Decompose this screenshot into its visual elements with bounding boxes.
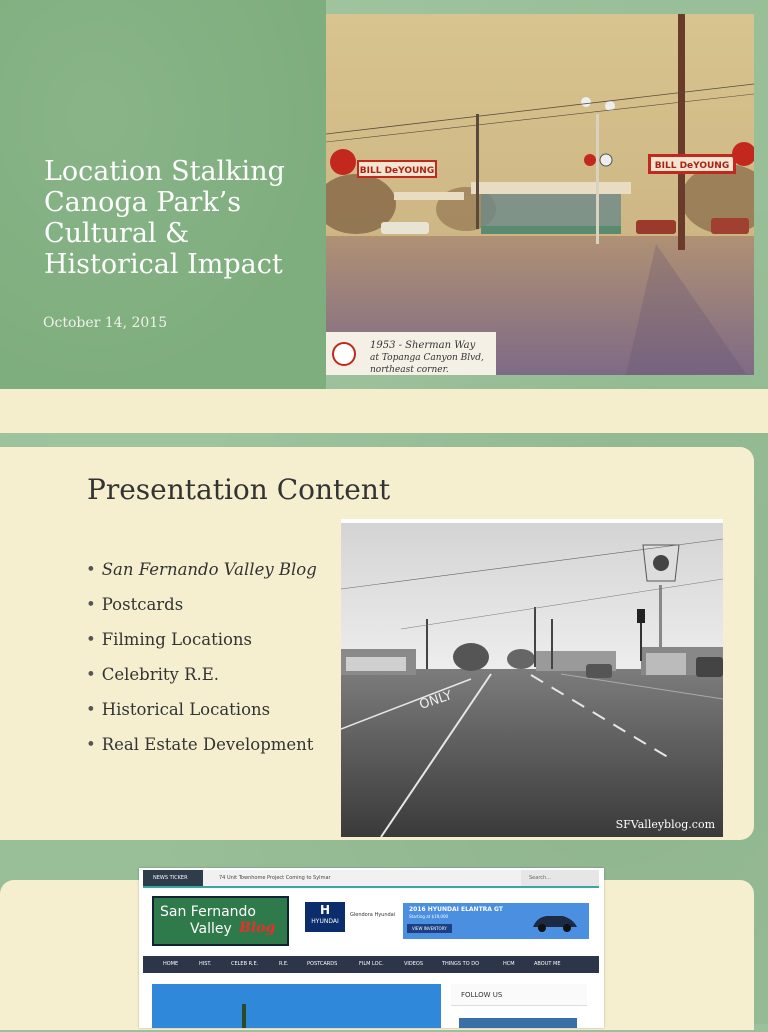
photo-caption-line: at Topanga Canyon Blvd,: [370, 353, 484, 363]
title-line: Location Stalking: [44, 156, 285, 187]
bullet-icon: •: [86, 700, 96, 719]
nav-item-things[interactable]: THINGS TO DO: [442, 961, 480, 967]
street-photo: [341, 519, 723, 837]
search-input[interactable]: Search...: [521, 870, 599, 886]
sign-left-text: BILL DeYOUNG: [359, 166, 435, 176]
street-illustration: [341, 519, 723, 837]
title-line: Historical Impact: [44, 249, 283, 280]
list-item-label: Postcards: [101, 595, 184, 614]
dealer-name: Glendora Hyundai: [350, 912, 396, 918]
blog-logo[interactable]: [152, 896, 289, 946]
nav-item-hist[interactable]: HIST.: [199, 961, 212, 967]
car-icon: [529, 911, 579, 933]
list-item: [86, 594, 317, 629]
list-item-label: Real Estate Development: [101, 735, 314, 754]
content-list: [86, 559, 317, 769]
logo-line: Blog: [239, 920, 276, 936]
list-item-label: San Fernando Valley Blog: [101, 560, 317, 579]
ad-banner[interactable]: [403, 903, 589, 939]
ad-subtitle: Starting at $19,000: [409, 914, 449, 919]
gas-station-illustration: [326, 14, 754, 375]
hero-illustration: [152, 984, 441, 1028]
nav-item-film[interactable]: FILM LOC.: [359, 961, 384, 967]
bullet-icon: •: [86, 560, 96, 579]
list-item-label: Filming Locations: [101, 630, 252, 649]
nav-item-celeb[interactable]: CELEB R.E.: [231, 961, 259, 967]
news-ticker: [143, 870, 599, 888]
title-line: Cultural &: [44, 218, 190, 249]
follow-us-heading: FOLLOW US: [451, 984, 587, 1006]
ad-title: 2016 HYUNDAI ELANTRA GT: [409, 906, 503, 913]
view-inventory-button[interactable]: VIEW INVENTORY: [407, 924, 452, 933]
gas-station-photo: [326, 14, 754, 375]
sign-right-text: BILL DeYOUNG: [654, 161, 730, 171]
title-slide: [0, 0, 768, 389]
list-item: [86, 629, 317, 664]
list-item: [86, 559, 317, 594]
content-heading: Presentation Content: [87, 473, 391, 506]
slide-divider: [0, 389, 768, 433]
photo-caption-line: 1953 - Sherman Way: [370, 340, 476, 351]
nav-item-hcm[interactable]: HCM: [503, 961, 515, 967]
list-item: [86, 664, 317, 699]
photo-watermark: SFValleyblog.com: [615, 818, 715, 831]
bullet-icon: •: [86, 630, 96, 649]
slide-title: [44, 156, 314, 280]
bullet-icon: •: [86, 665, 96, 684]
hyundai-icon: H: [319, 903, 331, 917]
slide-date: October 14, 2015: [43, 315, 168, 331]
main-nav: [143, 956, 599, 973]
nav-item-about[interactable]: ABOUT ME: [534, 961, 561, 967]
nav-item-videos[interactable]: VIDEOS: [404, 961, 424, 967]
logo-line: San Fernando: [160, 904, 256, 920]
bullet-icon: •: [86, 735, 96, 754]
ticker-tag: NEWS TICKER: [143, 870, 203, 886]
photo-caption-line: northeast corner.: [370, 365, 449, 375]
list-item: [86, 699, 317, 734]
list-item-label: Celebrity R.E.: [101, 665, 220, 684]
nav-item-postcards[interactable]: POSTCARDS: [307, 961, 338, 967]
title-line: Canoga Park’s: [44, 187, 242, 218]
road-text: ONLY: [417, 688, 455, 713]
hero-image[interactable]: [152, 984, 441, 1028]
nav-item-re[interactable]: R.E.: [279, 961, 289, 967]
ticker-headline[interactable]: 74 Unit Townhome Project Coming to Sylmar: [219, 875, 331, 881]
blog-screenshot: [139, 868, 604, 1028]
list-item: [86, 734, 317, 769]
nav-item-home[interactable]: HOME: [163, 961, 179, 967]
content-slide: [0, 447, 754, 840]
brand-label: HYUNDAI: [311, 918, 339, 925]
hyundai-logo[interactable]: [305, 902, 345, 932]
bullet-icon: •: [86, 595, 96, 614]
logo-line: Valley: [190, 921, 232, 937]
list-item-label: Historical Locations: [101, 700, 271, 719]
social-bar[interactable]: [459, 1018, 577, 1028]
